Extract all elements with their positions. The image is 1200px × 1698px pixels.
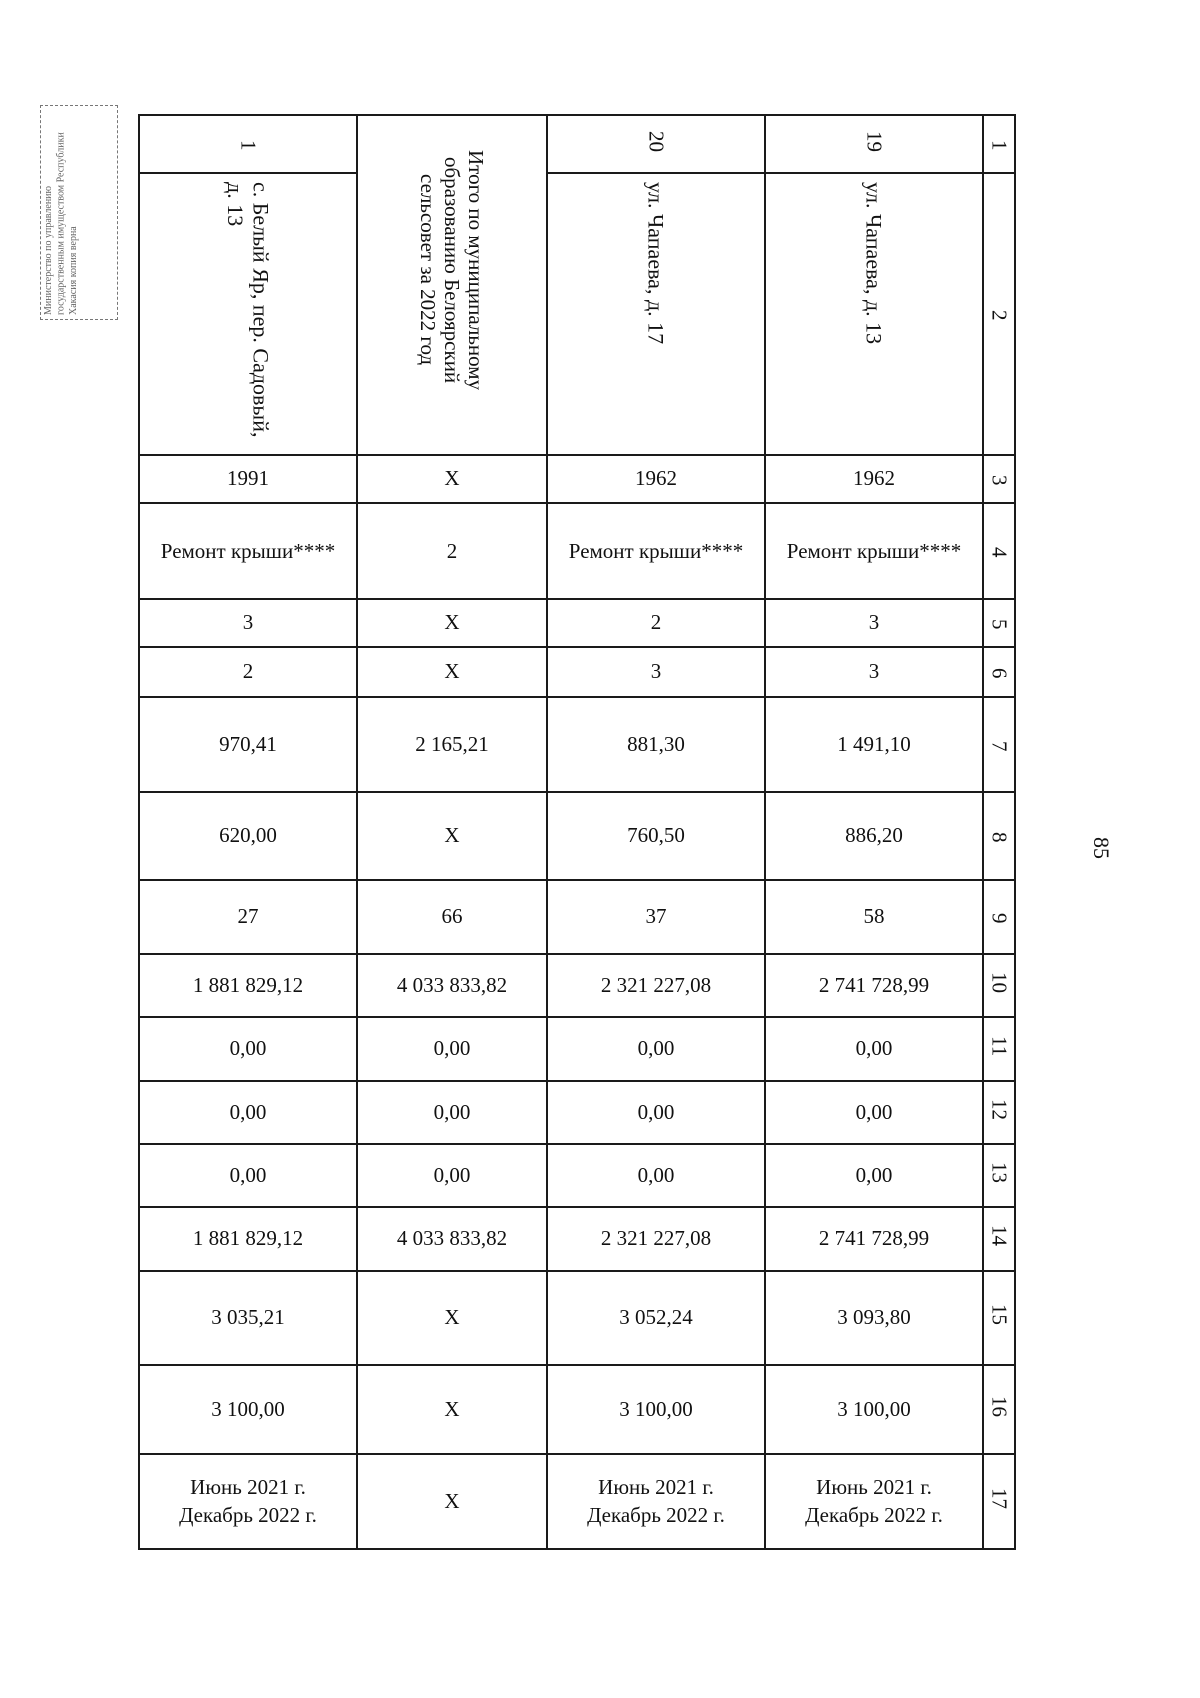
- row-number: 6: [983, 647, 1015, 697]
- table-cell: 1991: [139, 455, 357, 503]
- table-cell: 2 321 227,08: [547, 954, 765, 1017]
- table-cell: 3: [765, 599, 983, 646]
- table-cell: 4 033 833,82: [357, 1207, 547, 1270]
- page-number: 85: [1089, 837, 1114, 859]
- table-cell: Июнь 2021 г. Декабрь 2022 г.: [765, 1454, 983, 1549]
- table-cell: 4 033 833,82: [357, 954, 547, 1017]
- table-row: [139, 1454, 1015, 1549]
- row-number: 11: [983, 1017, 1015, 1080]
- table-cell: Х: [357, 1454, 547, 1549]
- table-cell: Ремонт крыши****: [765, 503, 983, 599]
- table-cell: 1 881 829,12: [139, 954, 357, 1017]
- row-number: 5: [983, 599, 1015, 646]
- table-cell: 2 321 227,08: [547, 1207, 765, 1270]
- table-cell: 0,00: [357, 1017, 547, 1080]
- table-row: [139, 455, 1015, 503]
- row-number: 13: [983, 1144, 1015, 1207]
- table-cell: 3: [139, 599, 357, 646]
- table-row: [139, 1081, 1015, 1144]
- row-number: 8: [983, 792, 1015, 879]
- table-cell: Х: [357, 1365, 547, 1454]
- table-cell: 3: [765, 647, 983, 697]
- table-cell: Июнь 2021 г. Декабрь 2022 г.: [139, 1454, 357, 1549]
- table-cell: 3 093,80: [765, 1271, 983, 1365]
- table-row: [139, 1271, 1015, 1365]
- table-cell: 0,00: [547, 1144, 765, 1207]
- table-cell: 0,00: [765, 1017, 983, 1080]
- table-cell: 3 100,00: [765, 1365, 983, 1454]
- table-cell: 0,00: [765, 1144, 983, 1207]
- table-cell: 0,00: [765, 1081, 983, 1144]
- address-cell: с. Белый Яр, пер. Садовый, д. 13: [139, 173, 357, 454]
- table-row: [139, 1207, 1015, 1270]
- table-cell: Ремонт крыши****: [547, 503, 765, 599]
- table-row: [139, 954, 1015, 1017]
- table-cell: 760,50: [547, 792, 765, 879]
- col-index-cell: 1: [139, 115, 357, 173]
- table-cell: 0,00: [139, 1017, 357, 1080]
- table-row: [139, 792, 1015, 879]
- table-cell: 2: [139, 647, 357, 697]
- table-cell: 1 491,10: [765, 697, 983, 792]
- table-cell: 0,00: [139, 1144, 357, 1207]
- table-cell: Х: [357, 455, 547, 503]
- table-cell: 3: [547, 647, 765, 697]
- table-cell: 0,00: [547, 1081, 765, 1144]
- row-number: 12: [983, 1081, 1015, 1144]
- table-cell: 58: [765, 880, 983, 954]
- table-cell: 2 741 728,99: [765, 954, 983, 1017]
- table-cell: 2: [547, 599, 765, 646]
- row-number: 4: [983, 503, 1015, 599]
- table-cell: 3 100,00: [547, 1365, 765, 1454]
- row-number: 9: [983, 880, 1015, 954]
- table-cell: 2 165,21: [357, 697, 547, 792]
- row-number: 7: [983, 697, 1015, 792]
- row-number: 2: [983, 173, 1015, 454]
- table-row: [139, 1365, 1015, 1454]
- table-cell: 0,00: [357, 1144, 547, 1207]
- row-number: 16: [983, 1365, 1015, 1454]
- table-cell: Х: [357, 792, 547, 879]
- table-cell: Ремонт крыши****: [139, 503, 357, 599]
- table-row: [139, 1144, 1015, 1207]
- table-cell: Х: [357, 599, 547, 646]
- address-cell: ул. Чапаева, д. 13: [765, 173, 983, 454]
- table-cell: 0,00: [139, 1081, 357, 1144]
- row-number: 1: [983, 115, 1015, 173]
- row-number: 3: [983, 455, 1015, 503]
- table-cell: 0,00: [357, 1081, 547, 1144]
- row-number: 10: [983, 954, 1015, 1017]
- table-cell: 1962: [547, 455, 765, 503]
- repair-table: [138, 114, 1016, 1550]
- address-cell: ул. Чапаева, д. 17: [547, 173, 765, 454]
- row-number: 17: [983, 1454, 1015, 1549]
- table-row: [139, 1017, 1015, 1080]
- table-cell: Июнь 2021 г. Декабрь 2022 г.: [547, 1454, 765, 1549]
- table-cell: 1962: [765, 455, 983, 503]
- row-number: 14: [983, 1207, 1015, 1270]
- table-cell: 970,41: [139, 697, 357, 792]
- table-cell: 2 741 728,99: [765, 1207, 983, 1270]
- table-cell: 37: [547, 880, 765, 954]
- table-cell: 27: [139, 880, 357, 954]
- table-row: [139, 697, 1015, 792]
- table-cell: 1 881 829,12: [139, 1207, 357, 1270]
- table-row: [139, 503, 1015, 599]
- table-cell: 66: [357, 880, 547, 954]
- table-cell: 3 100,00: [139, 1365, 357, 1454]
- table-cell: 3 052,24: [547, 1271, 765, 1365]
- table-cell: 881,30: [547, 697, 765, 792]
- table-cell: Х: [357, 1271, 547, 1365]
- col-index-cell: 19: [765, 115, 983, 173]
- row-number: 15: [983, 1271, 1015, 1365]
- table-cell: Х: [357, 647, 547, 697]
- table-row: [139, 599, 1015, 646]
- table-cell: 3 035,21: [139, 1271, 357, 1365]
- table-cell: 886,20: [765, 792, 983, 879]
- table-row: [139, 647, 1015, 697]
- table-cell: 620,00: [139, 792, 357, 879]
- total-header-cell: Итого по муниципальному образованию Белоярский сельсовет за 2022 год: [357, 115, 547, 455]
- col-index-cell: 20: [547, 115, 765, 173]
- table-cell: 2: [357, 503, 547, 599]
- certification-stamp: Министерство по управлению государственным имуществом Республики Хакасия копия верна: [40, 105, 118, 320]
- table-row: [139, 880, 1015, 954]
- table-cell: 0,00: [547, 1017, 765, 1080]
